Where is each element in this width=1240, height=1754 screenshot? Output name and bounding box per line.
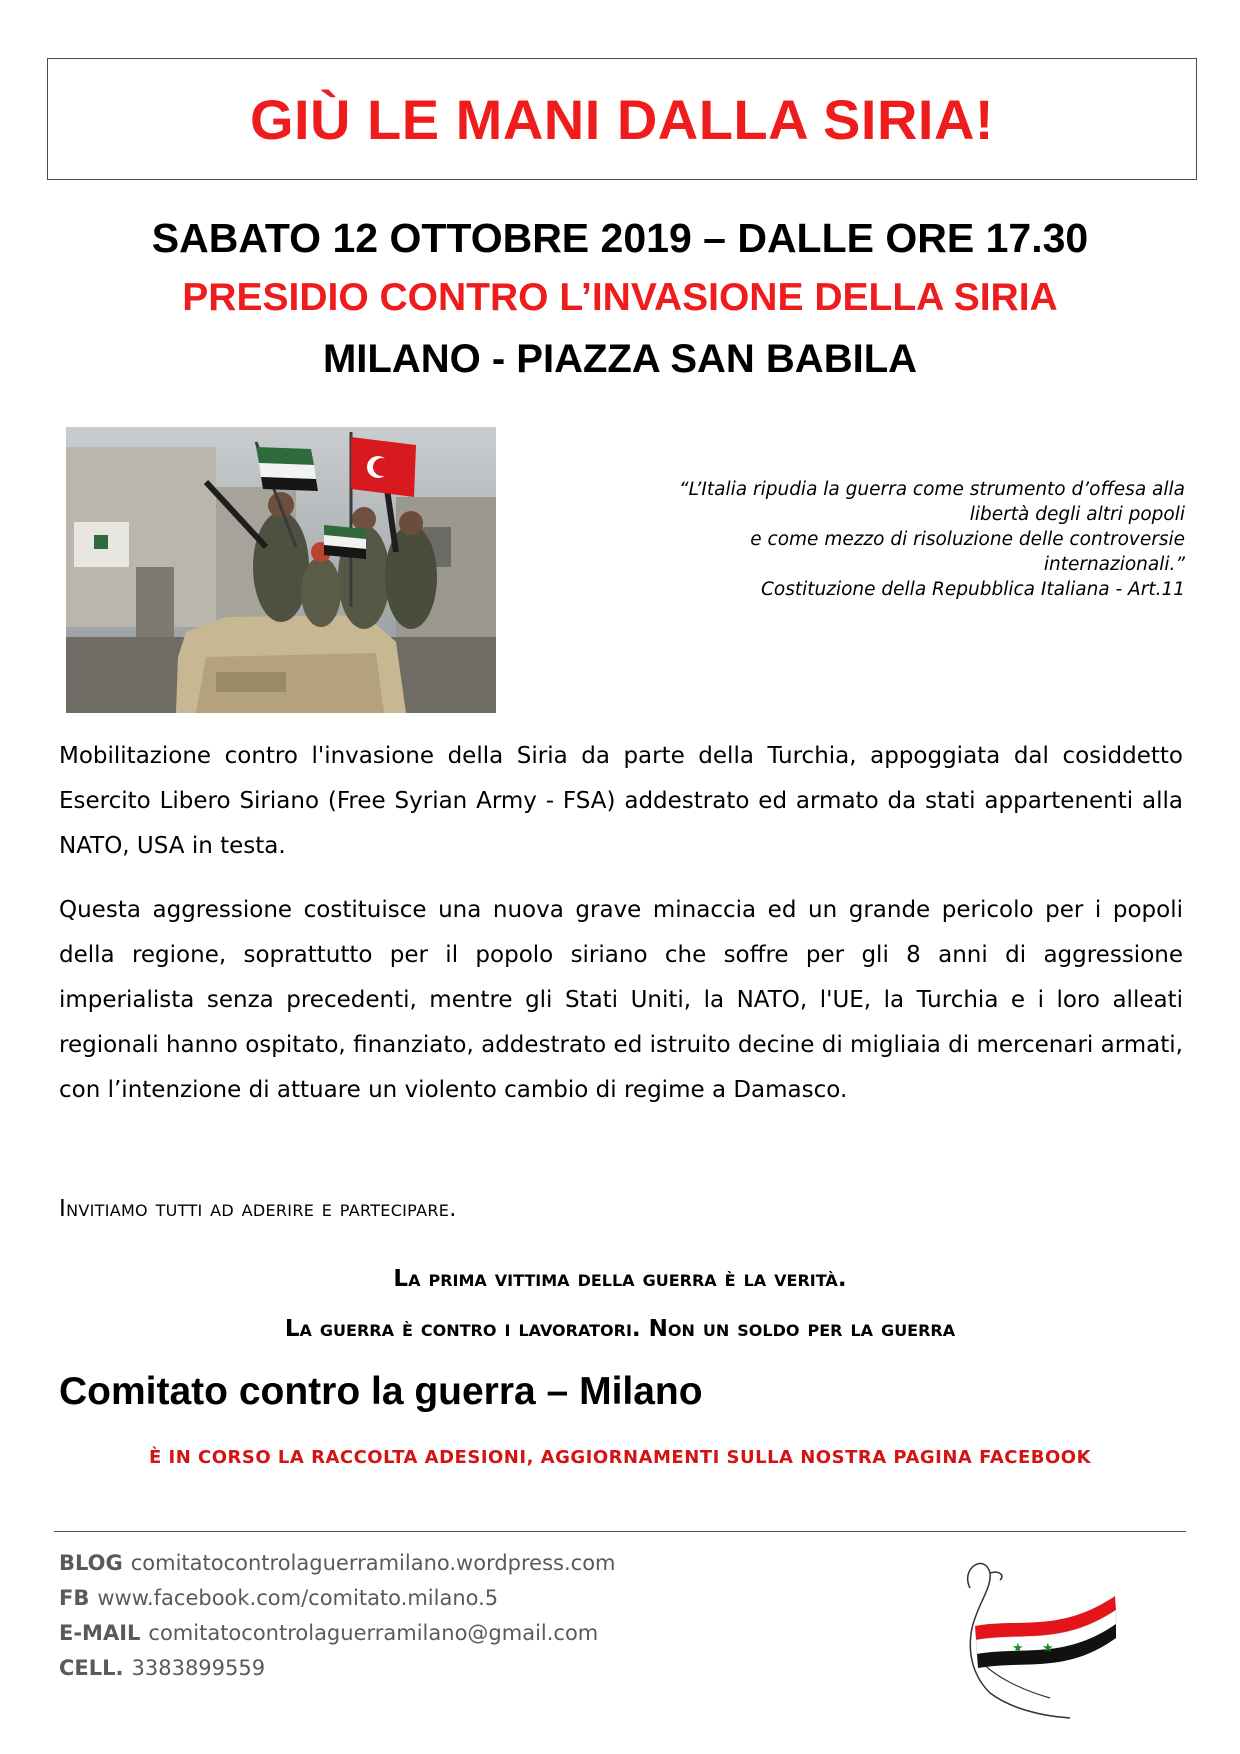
contact-label: E-MAIL xyxy=(59,1621,141,1645)
contacts-block xyxy=(59,1546,616,1686)
quote-source: Costituzione della Repubblica Italiana - Art.11 xyxy=(761,579,1185,600)
constitution-quote xyxy=(520,477,1185,602)
slogan-lavoratori: La guerra è contro i lavoratori. Non un soldo per la guerra xyxy=(284,1316,956,1342)
contact-label: BLOG xyxy=(59,1551,123,1575)
paragraph-invito: Invitiamo tutti ad aderire e partecipare. xyxy=(59,1196,457,1222)
contact-cell xyxy=(59,1651,616,1686)
facebook-link[interactable]: www.facebook.com/comitato.milano.5 xyxy=(97,1586,499,1610)
email-link[interactable]: comitatocontrolaguerramilano@gmail.com xyxy=(148,1621,599,1645)
contact-fb xyxy=(59,1581,616,1616)
quote-line: libertà degli altri popoli xyxy=(969,504,1185,525)
quote-line: “L’Italia ripudia la guerra come strumento d’offesa alla xyxy=(678,479,1185,500)
event-line: PRESIDIO CONTRO L’INVASIONE DELLA SIRIA xyxy=(182,276,1058,319)
date-line: SABATO 12 OTTOBRE 2019 – DALLE ORE 17.30 xyxy=(151,215,1089,261)
protest-photo xyxy=(66,427,496,713)
contact-email xyxy=(59,1616,616,1651)
contact-label: FB xyxy=(59,1586,90,1610)
photo-soldiers-with-flags xyxy=(66,427,496,713)
dove-logo xyxy=(930,1548,1140,1723)
contact-blog xyxy=(59,1546,616,1581)
committee-name: Comitato contro la guerra – Milano xyxy=(59,1370,703,1413)
slogan-verita: La prima vittima della guerra è la verità. xyxy=(393,1266,847,1292)
paragraph-mobilitazione: Mobilitazione contro l'invasione della Siria da parte della Turchia, appoggiata dal cosiddetto Esercito Libero Siriano (Free Syrian Army - FSA) addestrato ed armato da stati appartenenti alla NATO, USA in testa. xyxy=(59,743,1183,859)
svg-text:★: ★ xyxy=(1012,1641,1024,1656)
dove-with-syrian-flag-icon xyxy=(930,1548,1140,1723)
raccolta-notice: È IN CORSO LA RACCOLTA ADESIONI, AGGIORNAMENTI SULLA NOSTRA PAGINA FACEBOOK xyxy=(148,1447,1092,1468)
title-box xyxy=(47,58,1197,180)
contact-label: CELL. xyxy=(59,1656,124,1680)
place-line: MILANO - PIAZZA SAN BABILA xyxy=(322,337,918,381)
svg-text:★: ★ xyxy=(1042,1641,1054,1656)
phone-number: 3383899559 xyxy=(131,1656,266,1680)
footer-divider xyxy=(54,1531,1186,1532)
quote-line: e come mezzo di risoluzione delle controversie xyxy=(750,529,1185,550)
flyer-title: GIÙ LE MANI DALLA SIRIA! xyxy=(249,87,995,151)
quote-line: internazionali.” xyxy=(1043,554,1185,575)
blog-link[interactable]: comitatocontrolaguerramilano.wordpress.com xyxy=(130,1551,616,1575)
paragraph-aggressione: Questa aggressione costituisce una nuova grave minaccia ed un grande pericolo per i popoli della regione, soprattutto per il popolo siriano che soffre per gli 8 anni di aggressione imperialista senza precedenti, mentre gli Stati Uniti, la NATO, l'UE, la Turchia e i loro alleati regionali hanno ospitato, finanziato, addestrato ed istruito decine di migliaia di mercenari armati, con l’intenzione di attuare un violento cambio di regime a Damasco. xyxy=(59,897,1183,1103)
